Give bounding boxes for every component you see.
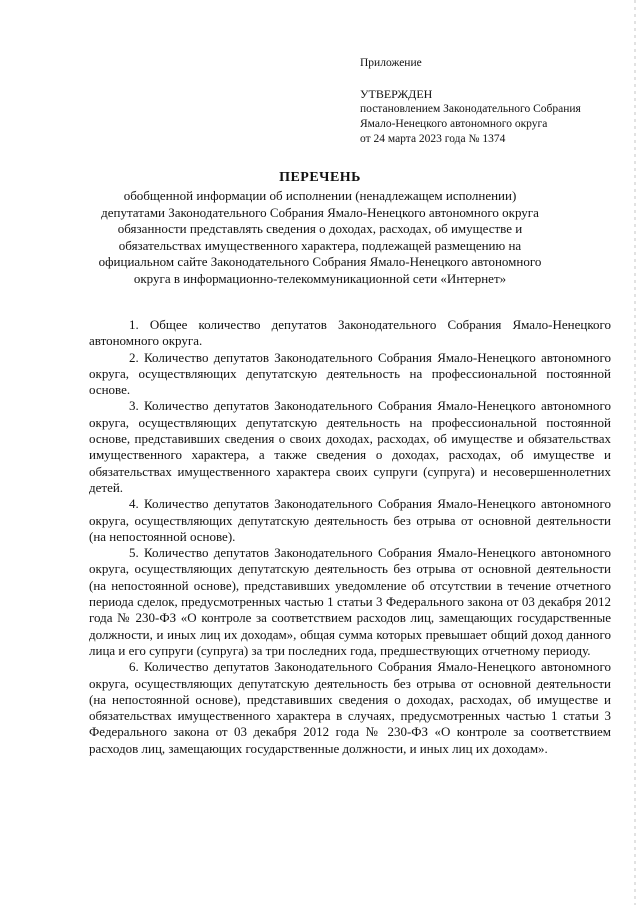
document-title: ПЕРЕЧЕНЬ	[279, 170, 361, 185]
subtitle-line: округа в информационно-телекоммуникационной сети «Интернет»	[133, 270, 507, 286]
document-body	[89, 317, 611, 757]
approved-label: УТВЕРЖДЕН	[360, 87, 433, 101]
approved-line: от 24 марта 2023 года № 1374	[360, 133, 506, 145]
list-item: 3. Количество депутатов Законодательного Собрания Ямало-Ненецкого автономного округа, осуществляющих депутатскую деятельность на профессиональной постоянной основе, представивших сведения о своих доходах, расходах, об имуществе и обязательствах имущественного характера, а также сведения о доходах, расходах, об имуществе и обязательствах имущественного характера своих супруги (супруга) и несовершеннолетних детей.	[89, 398, 611, 495]
appendix-label: Приложение	[360, 57, 422, 69]
list-item: 2. Количество депутатов Законодательного Собрания Ямало-Ненецкого автономного округа, осуществляющих депутатскую деятельность на профессиональной постоянной основе.	[89, 349, 611, 398]
approved-line: Ямало-Ненецкого автономного округа	[360, 118, 548, 130]
subtitle-line: официальном сайте Законодательного Собрания Ямало-Ненецкого автономного	[98, 254, 542, 269]
document-subtitle	[80, 188, 560, 287]
subtitle-line: обязанности представлять сведения о доходах, расходах, об имуществе и	[117, 221, 523, 236]
scan-edge-marks	[634, 0, 636, 905]
approved-line: постановлением Законодательного Собрания	[360, 103, 581, 115]
list-item: 4. Количество депутатов Законодательного Собрания Ямало-Ненецкого автономного округа, осуществляющих депутатскую деятельность без отрыва от основной деятельности (на непостоянной основе).	[89, 496, 611, 544]
subtitle-line: обязательствах имущественного характера, подлежащей размещению на	[118, 237, 522, 253]
subtitle-line: обобщенной информации об исполнении (ненадлежащем исполнении)	[123, 188, 517, 203]
list-item: 1. Общее количество депутатов Законодательного Собрания Ямало-Ненецкого автономного округа.	[89, 317, 611, 349]
approval-block	[360, 56, 620, 147]
subtitle-line: депутатами Законодательного Собрания Ямало-Ненецкого автономного округа	[101, 204, 539, 220]
list-item: 5. Количество депутатов Законодательного Собрания Ямало-Ненецкого автономного округа, осуществляющих депутатскую деятельность без отрыва от основной деятельности (на непостоянной основе), представивших уведомление об отсутствии в течение отчетного периода сделок, предусмотренных частью 1 статьи 3 Федерального закона от 03 декабря 2012 года № 230-ФЗ «О контроле за соответствием расходов лиц, замещающих государственные должности, и иных лиц их доходам», общая сумма которых превышает общий доход данного лица и его супруги (супруга) за три последних года, предшествующих отчетному периоду.	[89, 545, 611, 658]
list-item: 6. Количество депутатов Законодательного Собрания Ямало-Ненецкого автономного округа, осуществляющих депутатскую деятельность без отрыва от основной деятельности (на непостоянной основе), представивших сведения о доходах, расходах, об имуществе и обязательствах имущественного характера в случаях, предусмотренных частью 1 статьи 3 Федерального закона от 03 декабря 2012 года № 230-ФЗ «О контроле за соответствием расходов лиц, замещающих государственные должности, и иных лиц их доходам».	[89, 659, 611, 756]
